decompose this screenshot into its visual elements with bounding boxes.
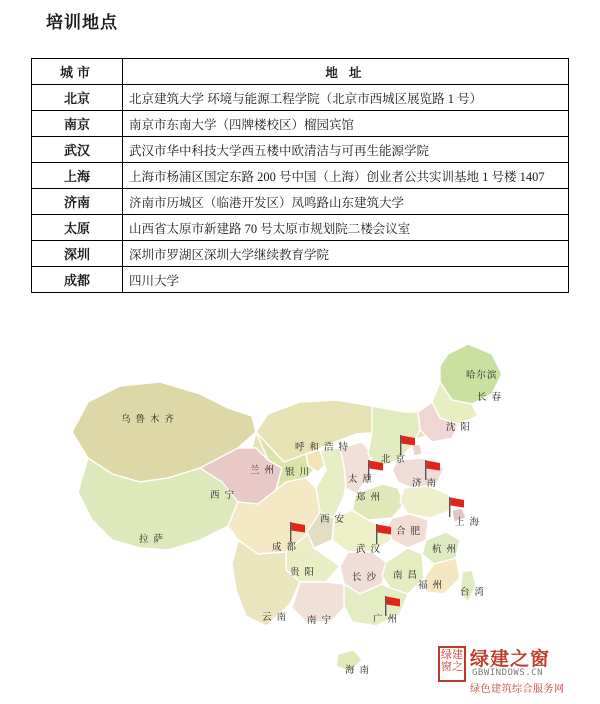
cell-address: 山西省太原市新建路 70 号太原市规划院二楼会议室	[123, 215, 569, 241]
cell-address: 四川大学	[123, 267, 569, 293]
cell-city: 武汉	[32, 137, 123, 163]
map-label: 呼 和 浩 特	[295, 442, 350, 453]
china-map-graphic	[0, 282, 600, 704]
table-row	[32, 111, 569, 137]
table-header-row	[32, 59, 569, 85]
table-row	[32, 215, 569, 241]
table-row	[32, 137, 569, 163]
flag-marker-shenzhen	[384, 596, 401, 616]
map-label: 太 原	[348, 474, 374, 485]
watermark-box-text: 绿建窗之	[438, 646, 466, 682]
map-label: 兰 州	[250, 465, 276, 476]
map-label: 济 南	[412, 478, 438, 489]
cell-city: 北京	[32, 85, 123, 111]
table-header-city: 城市	[32, 59, 123, 85]
cell-address: 上海市杨浦区国定东路 200 号中国（上海）创业者公共实训基地 1 号楼 1407	[123, 163, 569, 189]
watermark-logo	[438, 644, 586, 698]
map-label: 福 州	[418, 580, 444, 591]
table-row	[32, 241, 569, 267]
map-label: 武 汉	[356, 544, 382, 555]
cell-city: 上海	[32, 163, 123, 189]
cell-city: 深圳	[32, 241, 123, 267]
map-label: 南 宁	[307, 615, 333, 626]
cell-address: 北京建筑大学 环境与能源工程学院（北京市西城区展览路 1 号）	[123, 85, 569, 111]
china-map	[0, 282, 600, 704]
table-row	[32, 189, 569, 215]
map-label: 贵 阳	[290, 567, 316, 578]
cell-address: 深圳市罗湖区深圳大学继续教育学院	[123, 241, 569, 267]
map-label: 拉 萨	[139, 534, 165, 545]
map-label: 长 春	[477, 392, 503, 403]
map-label: 银 川	[285, 467, 311, 478]
flag-marker-shanghai	[448, 497, 465, 517]
table-row	[32, 85, 569, 111]
table-row	[32, 163, 569, 189]
watermark-url: GBWINDOWS.CN	[472, 668, 544, 678]
cell-city: 济南	[32, 189, 123, 215]
map-label: 成 都	[272, 542, 298, 553]
cell-city: 成都	[32, 267, 123, 293]
flag-marker-beijing	[399, 435, 416, 455]
page-title: 培训地点	[46, 13, 118, 33]
map-label: 海 南	[345, 665, 371, 676]
map-label: 上 海	[455, 517, 481, 528]
map-label: 广 州	[373, 614, 399, 625]
map-label: 北 京	[381, 454, 407, 465]
map-label: 沈 阳	[446, 422, 472, 433]
map-label: 西 安	[320, 514, 346, 525]
map-label: 台 湾	[460, 587, 486, 598]
map-label: 长 沙	[352, 572, 378, 583]
flag-marker-chengdu	[289, 522, 306, 542]
map-label: 南 昌	[393, 570, 419, 581]
map-label: 哈尔滨	[466, 370, 498, 381]
cell-address: 济南市历城区（临港开发区）凤鸣路山东建筑大学	[123, 189, 569, 215]
watermark-title: 绿建之窗	[470, 648, 551, 670]
watermark-subtitle: 绿色建筑综合服务网	[470, 684, 565, 695]
map-label: 西 宁	[210, 490, 236, 501]
training-venue-table	[31, 58, 569, 293]
flag-marker-jinan	[424, 460, 441, 480]
cell-address: 南京市东南大学（四牌楼校区）榴园宾馆	[123, 111, 569, 137]
cell-address: 武汉市华中科技大学西五楼中欧清洁与可再生能源学院	[123, 137, 569, 163]
map-label: 合 肥	[396, 526, 422, 537]
map-label: 杭 州	[432, 544, 458, 555]
flag-marker-wuhan	[375, 524, 392, 544]
map-label: 郑 州	[356, 492, 382, 503]
map-label: 乌 鲁 木 齐	[121, 414, 176, 425]
map-label: 云 南	[262, 612, 288, 623]
table-header-address: 地 址	[123, 59, 569, 85]
cell-city: 南京	[32, 111, 123, 137]
cell-city: 太原	[32, 215, 123, 241]
